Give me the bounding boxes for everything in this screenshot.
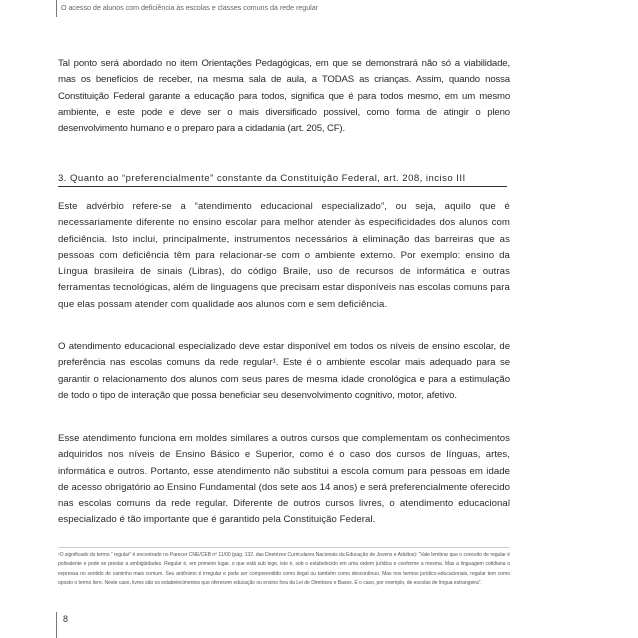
footnote: ¹O significado do termo “ regular” é encontrado no Parecer CNE/CEB nº 11/00 (pág. 132, das Diretrizes Curriculares Nacionais da Educação de Jovens e Adultos): “Vale lembrar que o conceito de regular é polivalente e pode se prestar a ambigüidades. Regular é, em primeiro lugar, o que está sub lege, isto é, sob o estabelecido em uma ordem jurídica e conforme a mesma. Mas a linguagem cotidiana o expressa no sentido de caminho mais comum. Seu antônimo é irregular e pode ser compreendido como ilegal ou também como descontínuo. Mas nos termos jurídico-educacionais, regular tem como oposto o termo livre. Neste caso, livres são os estabelecimentos que oferecem educação ou ensino fora da Lei de Diretrizes e Bases. É o caso, por exemplo, de escolas de língua estrangeira”.: [58, 552, 510, 586]
footnote-rule: [58, 547, 510, 548]
paragraph-specialized-service: O atendimento educacional especializado deve estar disponível em todos os níveis de ensino escolar, de preferência nas escolas comuns da rede regular¹. Este é o ambiente escolar mais adequado para se garantir o relacionamento dos alunos com seus pares de mesma idade cronológica e para a estimulação de todo o tipo de interação que possa beneficiar seu desenvolvimento cognitivo, motor, afetivo.: [58, 341, 510, 401]
paragraph-adverb: Este advérbio refere-se a “atendimento educacional especializado”, ou seja, aquilo que é necessariamente diferente no ensino escolar para melhor atender às especificidades dos alunos com deficiência. Isto inclui, principalmente, instrumentos necessários à eliminação das barreiras que as pessoas com deficiência têm para relacionar-se com o ambiente externo. Por exemplo: ensino da Língua brasileira de sinais (Libras), do código Braile, uso de recursos de informática e outras ferramentas tecnológicas, além de linguagens que precisam estar disponíveis nas escolas comuns para que elas possam atender com qualidade aos alunos com e sem deficiência.: [58, 201, 510, 310]
paragraph-similar-courses: Esse atendimento funciona em moldes similares a outros cursos que complementam os conhecimentos adquiridos nos níveis de Ensino Básico e Superior, como é o caso dos cursos de línguas, artes, informática e outros. Portanto, esse atendimento não substitui a escola comum para pessoas em idade de acesso obrigatório ao Ensino Fundamental (dos sete aos 14 anos) e será preferencialmente oferecido nas escolas comuns da rede regular. Diferente de outros cursos livres, o atendimento educacional especializado é tão importante que é garantido pela Constituição Federal.: [58, 433, 510, 526]
page-number-rule: [56, 612, 57, 638]
page-number: 8: [63, 614, 69, 624]
paragraph-intro: Tal ponto será abordado no item Orientações Pedagógicas, em que se demonstrará não só a viabilidade, mas os benefícios de receber, na mesma sala de aula, a TODAS as crianças. Assim, quando nossa Constituição Federal garante a educação para todos, significa que é para todos mesmo, em um mesmo ambiente, e este pode e deve ser o mais diversificado possível, como forma de atingir o pleno desenvolvimento humano e o preparo para a cidadania (art. 205, CF).: [58, 58, 510, 135]
section-heading: 3. Quanto ao “preferencialmente” constante da Constituição Federal, art. 208, inciso III: [58, 173, 507, 187]
running-header: O acesso de alunos com deficiência às escolas e classes comuns da rede regular: [61, 3, 318, 12]
